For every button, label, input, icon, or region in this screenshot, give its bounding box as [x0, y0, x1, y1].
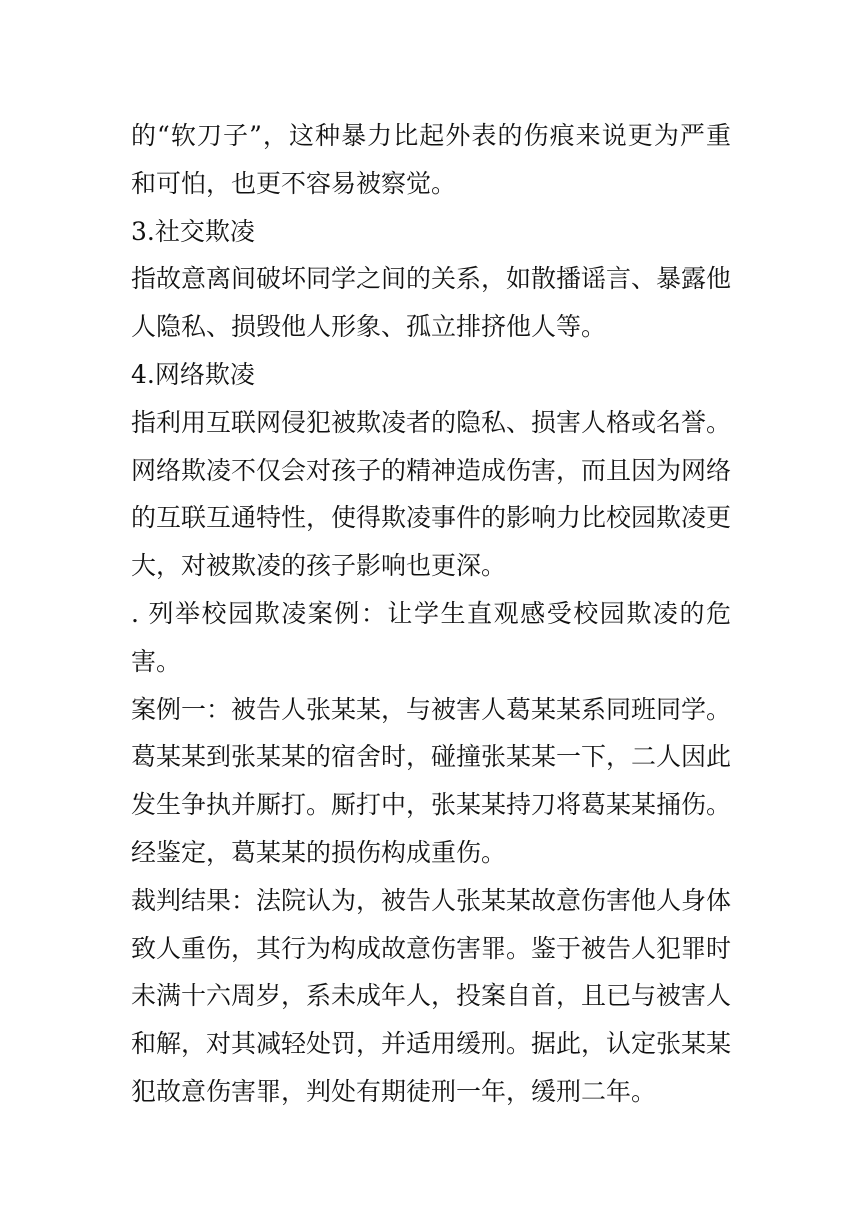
heading-cyber-bullying: 4.网络欺凌	[131, 359, 255, 389]
heading-social-bullying: 3.社交欺凌	[131, 216, 255, 246]
paragraph-case-one: 案例一：被告人张某某，与被害人葛某某系同班同学。葛某某到张某某的宿舍时，碰撞张某某一下，二人因此发生争执并厮打。厮打中，张某某持刀将葛某某捅伤。经鉴定，葛某某的损伤构成重伤。	[131, 694, 732, 867]
paragraph-list-cases: . 列举校园欺凌案例：让学生直观感受校园欺凌的危害。	[131, 598, 731, 676]
paragraph-verbal-bullying-end: 的“软刀子”，这种暴力比起外表的伤痕来说更为严重和可怕，也更不容易被察觉。	[131, 121, 731, 198]
document-page	[131, 112, 731, 1116]
paragraph-cyber-bullying: 指利用互联网侵犯被欺凌者的隐私、损害人格或名誉。网络欺凌不仅会对孩子的精神造成伤害，而且因为网络的互联互通特性，使得欺凌事件的影响力比校园欺凌更大，对被欺凌的孩子影响也更深。	[131, 407, 732, 581]
paragraph-social-bullying: 指故意离间破坏同学之间的关系，如散播谣言、暴露他人隐私、损毁他人形象、孤立排挤他人等。	[131, 264, 732, 342]
paragraph-verdict: 裁判结果：法院认为，被告人张某某故意伤害他人身体致人重伤，其行为构成故意伤害罪。鉴于被告人犯罪时未满十六周岁，系未成年人，投案自首，且已与被害人和解，对其减轻处罚，并适用缓刑。据此，认定张某某犯故意伤害罪，判处有期徒刑一年，缓刑二年。	[131, 885, 732, 1106]
